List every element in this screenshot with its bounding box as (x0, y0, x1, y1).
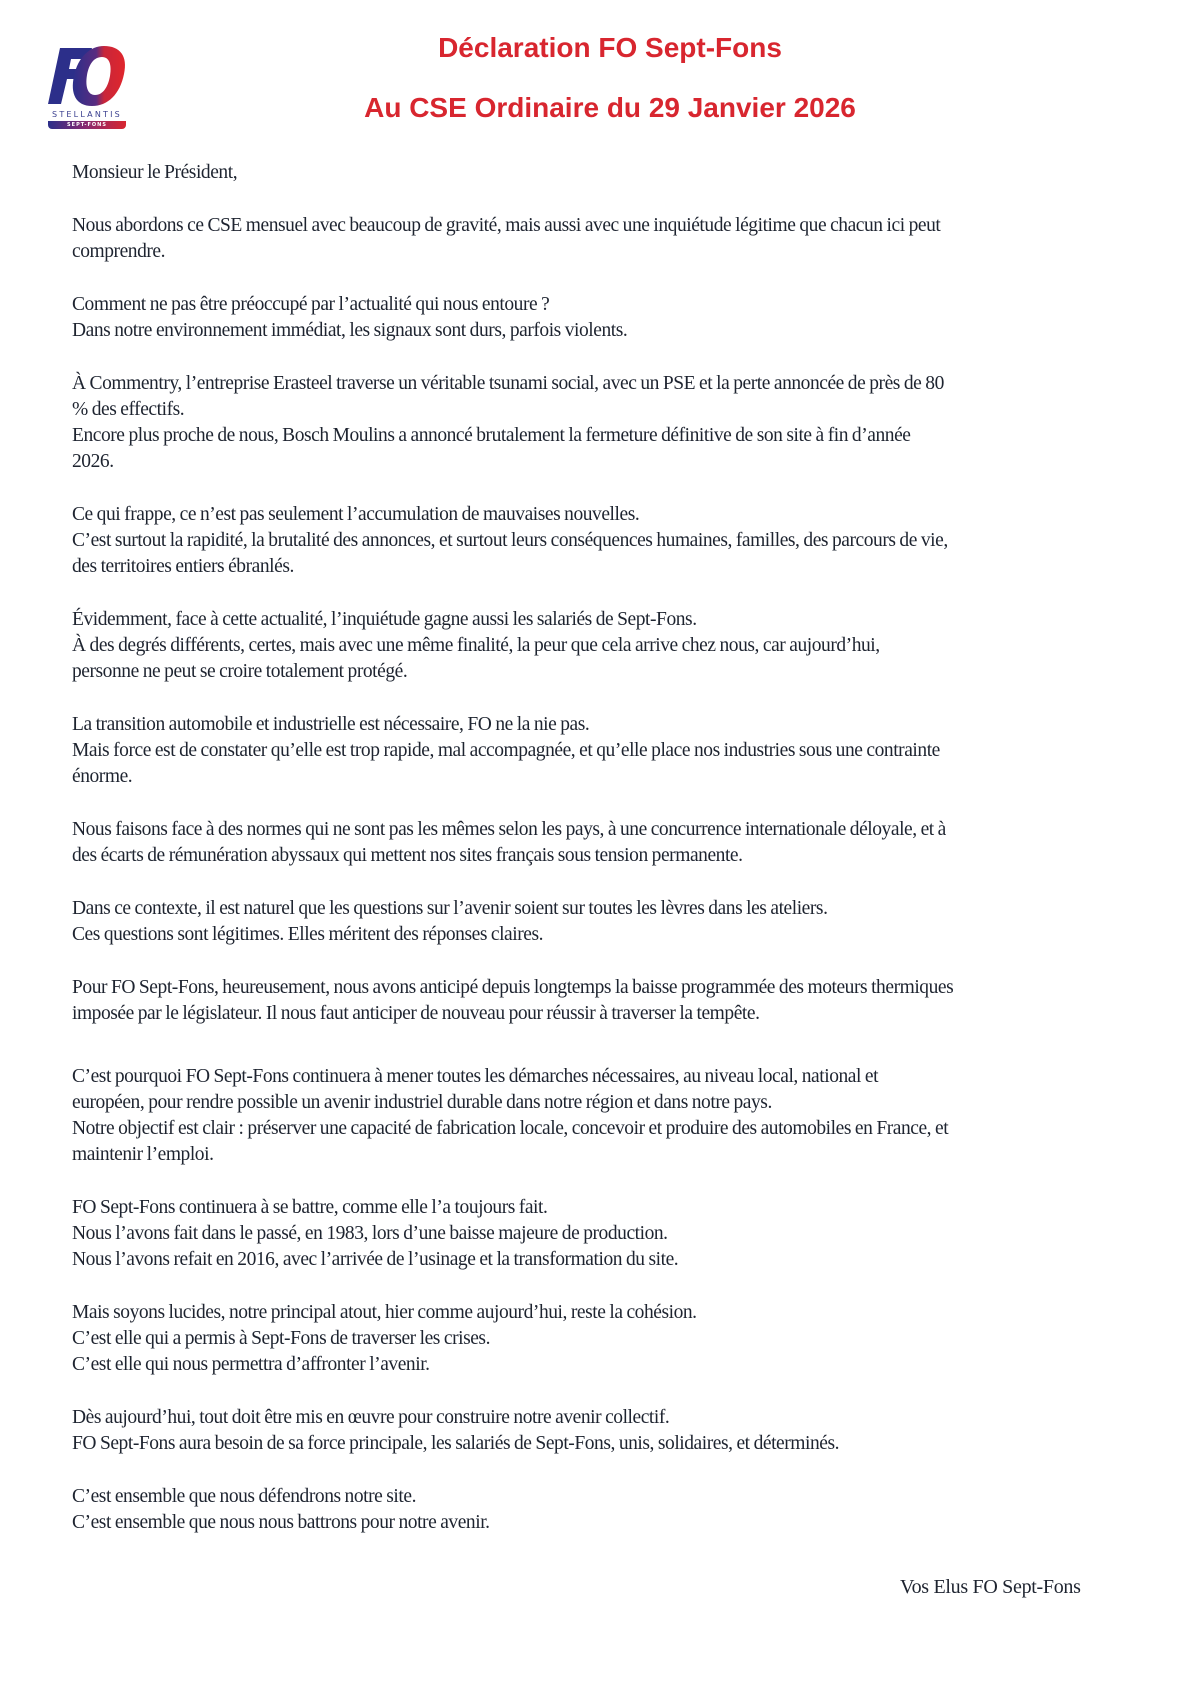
stellantis-wordmark: STELLANTIS (52, 110, 122, 119)
paragraph-line: % des effectifs. (72, 399, 185, 420)
paragraph (72, 1300, 1162, 1378)
paragraph-line: Comment ne pas être préoccupé par l’actualité qui nous entoure ? (72, 294, 550, 315)
paragraph (72, 502, 1162, 580)
paragraph (72, 712, 1162, 790)
paragraph-line: maintenir l’emploi. (72, 1144, 214, 1165)
paragraph-line: imposée par le législateur. Il nous faut anticiper de nouveau pour réussir à traverser la tempête. (72, 1003, 760, 1024)
paragraph-line: FO Sept-Fons continuera à se battre, comme elle l’a toujours fait. (72, 1197, 548, 1218)
paragraph-line: européen, pour rendre possible un avenir industriel durable dans notre région et dans notre pays. (72, 1092, 772, 1113)
logo-site-band: SEPT-FONS (48, 121, 126, 129)
paragraph-line: Nous abordons ce CSE mensuel avec beaucoup de gravité, mais aussi avec une inquiétude légitime que chacun ici peut (72, 215, 941, 236)
paragraph-line: Mais soyons lucides, notre principal atout, hier comme aujourd’hui, reste la cohésion. (72, 1302, 697, 1323)
paragraph-line: comprendre. (72, 241, 166, 262)
paragraph-line: La transition automobile et industrielle est nécessaire, FO ne la nie pas. (72, 714, 590, 735)
paragraph-line: des écarts de rémunération abyssaux qui mettent nos sites français sous tension permanente. (72, 845, 743, 866)
paragraph (72, 292, 1162, 344)
paragraph (72, 1064, 1162, 1168)
paragraph (72, 817, 1162, 869)
paragraph-line: C’est ensemble que nous nous battrons pour notre avenir. (72, 1512, 490, 1533)
paragraph-line: Dans notre environnement immédiat, les signaux sont durs, parfois violents. (72, 320, 628, 341)
paragraph-line: Encore plus proche de nous, Bosch Moulins a annoncé brutalement la fermeture définitive de son site à fin d’année (72, 425, 911, 446)
paragraph-line: À des degrés différents, certes, mais avec une même finalité, la peur que cela arrive chez nous, car aujourd’hui, (72, 635, 880, 656)
document-title: Déclaration FO Sept-Fons (438, 32, 782, 63)
paragraph-line: Notre objectif est clair : préserver une capacité de fabrication locale, concevoir et produire des automobiles en France, et (72, 1118, 949, 1139)
signature: Vos Elus FO Sept-Fons (900, 1576, 1081, 1598)
paragraph (72, 975, 1162, 1027)
letter-body (72, 160, 1162, 1563)
paragraph-line: Dès aujourd’hui, tout doit être mis en œuvre pour construire notre avenir collectif. (72, 1407, 670, 1428)
paragraph-line: Nous faisons face à des normes qui ne sont pas les mêmes selon les pays, à une concurrence internationale déloyale, et à (72, 819, 946, 840)
paragraph-line: C’est ensemble que nous défendrons notre site. (72, 1486, 417, 1507)
paragraph-line: 2026. (72, 451, 114, 472)
paragraph (72, 607, 1162, 685)
paragraph (72, 1195, 1162, 1273)
paragraph (72, 213, 1162, 265)
paragraph (72, 1405, 1162, 1457)
paragraph-line: Mais force est de constater qu’elle est trop rapide, mal accompagnée, et qu’elle place nos industries sous une contrainte (72, 740, 940, 761)
paragraph-line: FO Sept-Fons aura besoin de sa force principale, les salariés de Sept-Fons, unis, solidaires, et déterminés. (72, 1433, 840, 1454)
paragraph-line: des territoires entiers ébranlés. (72, 556, 294, 577)
paragraph-line: C’est elle qui nous permettra d’affronter l’avenir. (72, 1354, 430, 1375)
paragraph-line: C’est pourquoi FO Sept-Fons continuera à mener toutes les démarches nécessaires, au niveau local, national et (72, 1066, 879, 1087)
salutation: Monsieur le Président, (72, 162, 238, 183)
paragraph-line: Dans ce contexte, il est naturel que les questions sur l’avenir soient sur toutes les lèvres dans les ateliers. (72, 898, 828, 919)
paragraph (72, 1484, 1162, 1536)
paragraph-line: Pour FO Sept-Fons, heureusement, nous avons anticipé depuis longtemps la baisse programmée des moteurs thermiques (72, 977, 954, 998)
paragraph-line: C’est elle qui a permis à Sept-Fons de traverser les crises. (72, 1328, 490, 1349)
paragraph-line: À Commentry, l’entreprise Erasteel traverse un véritable tsunami social, avec un PSE et la perte annoncée de près de 80 (72, 373, 944, 394)
paragraph (72, 896, 1162, 948)
paragraph-line: C’est surtout la rapidité, la brutalité des annonces, et surtout leurs conséquences humaines, familles, des parcours de vie, (72, 530, 948, 551)
paragraph-line: Nous l’avons fait dans le passé, en 1983, lors d’une baisse majeure de production. (72, 1223, 668, 1244)
paragraph-line: Nous l’avons refait en 2016, avec l’arrivée de l’usinage et la transformation du site. (72, 1249, 679, 1270)
paragraph-line: personne ne peut se croire totalement protégé. (72, 661, 408, 682)
paragraph-line: Ce qui frappe, ce n’est pas seulement l’accumulation de mauvaises nouvelles. (72, 504, 640, 525)
paragraph-line: énorme. (72, 766, 133, 787)
paragraph-line: Évidemment, face à cette actualité, l’inquiétude gagne aussi les salariés de Sept-Fons. (72, 609, 697, 630)
document-subtitle: Au CSE Ordinaire du 29 Janvier 2026 (364, 92, 856, 123)
paragraph-line: Ces questions sont légitimes. Elles méritent des réponses claires. (72, 924, 544, 945)
paragraph (72, 371, 1162, 475)
